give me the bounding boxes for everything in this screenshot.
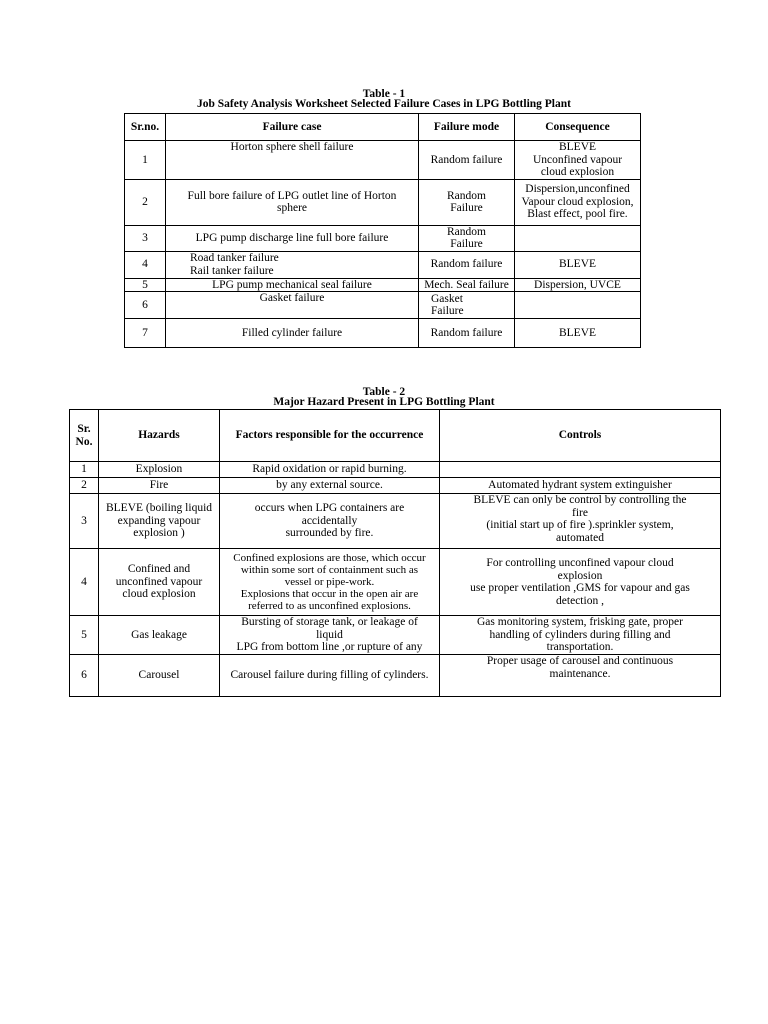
column-header: Failure mode	[419, 114, 515, 141]
consequence-cell: Dispersion, UVCE	[515, 278, 641, 292]
consequence-cell: Dispersion,unconfined Vapour cloud explosion, Blast effect, pool fire.	[515, 179, 641, 225]
failure-mode-cell: Random Failure	[419, 179, 515, 225]
row-number: 1	[125, 141, 166, 180]
column-header: Hazards	[99, 410, 220, 462]
factor-cell: Confined explosions are those, which occur within some sort of containment such as vessel or pipe-work. Explosions that occur in the open air are referred to as unconfined explosions.	[220, 549, 440, 616]
table-row	[125, 319, 641, 348]
table-row	[125, 141, 641, 180]
consequence-cell	[515, 225, 641, 251]
failure-case-cell: LPG pump mechanical seal failure	[166, 278, 419, 292]
column-header: Controls	[440, 410, 721, 462]
column-header: Sr.no.	[125, 114, 166, 141]
column-header: Factors responsible for the occurrence	[220, 410, 440, 462]
control-cell	[440, 462, 721, 478]
factor-cell: occurs when LPG containers are accidentally surrounded by fire.	[220, 494, 440, 549]
failure-case-cell: Horton sphere shell failure	[166, 141, 419, 180]
failure-mode-cell: Random failure	[419, 141, 515, 180]
failure-mode-cell: Random failure	[419, 319, 515, 348]
row-number: 6	[125, 292, 166, 319]
row-number: 4	[125, 251, 166, 278]
row-number: 7	[125, 319, 166, 348]
control-cell: Gas monitoring system, frisking gate, proper handling of cylinders during filling and transportation.	[440, 616, 721, 655]
failure-case-cell: Full bore failure of LPG outlet line of Horton sphere	[166, 179, 419, 225]
hazard-cell: Confined and unconfined vapour cloud explosion	[99, 549, 220, 616]
table1-caption: Job Safety Analysis Worksheet Selected Failure Cases in LPG Bottling Plant	[197, 98, 571, 110]
column-header: Consequence	[515, 114, 641, 141]
failure-mode-cell: Random Failure	[419, 225, 515, 251]
table-row	[70, 462, 721, 478]
factor-cell: Bursting of storage tank, or leakage of liquid LPG from bottom line ,or rupture of any	[220, 616, 440, 655]
row-number: 6	[70, 655, 99, 697]
table-row	[125, 179, 641, 225]
row-number: 4	[70, 549, 99, 616]
table-row	[125, 278, 641, 292]
hazard-cell: Gas leakage	[99, 616, 220, 655]
major-hazards-table	[69, 409, 721, 697]
table-row	[125, 225, 641, 251]
failure-case-cell: LPG pump discharge line full bore failure	[166, 225, 419, 251]
table-header-row	[70, 410, 721, 462]
consequence-cell: BLEVE	[515, 319, 641, 348]
table-row	[70, 549, 721, 616]
table-row	[70, 616, 721, 655]
row-number: 2	[125, 179, 166, 225]
consequence-cell: BLEVE	[515, 251, 641, 278]
row-number: 2	[70, 478, 99, 494]
table-header-row	[125, 114, 641, 141]
table-row	[70, 494, 721, 549]
failure-mode-cell: Gasket Failure	[419, 292, 515, 319]
table-row	[125, 292, 641, 319]
table2-label: Table - 2	[362, 386, 406, 398]
column-header: Sr. No.	[70, 410, 99, 462]
factor-cell: by any external source.	[220, 478, 440, 494]
failure-mode-cell: Mech. Seal failure	[419, 278, 515, 292]
row-number: 3	[125, 225, 166, 251]
factor-cell: Rapid oxidation or rapid burning.	[220, 462, 440, 478]
consequence-cell: BLEVE Unconfined vapour cloud explosion	[515, 141, 641, 180]
failure-case-cell: Road tanker failure Rail tanker failure	[166, 251, 419, 278]
table-row	[70, 655, 721, 697]
failure-case-cell: Filled cylinder failure	[166, 319, 419, 348]
consequence-cell	[515, 292, 641, 319]
factor-cell: Carousel failure during filling of cylinders.	[220, 655, 440, 697]
control-cell: Proper usage of carousel and continuous maintenance.	[440, 655, 721, 697]
failure-cases-table	[124, 113, 641, 348]
table2-caption: Major Hazard Present in LPG Bottling Plant	[273, 396, 495, 408]
failure-mode-cell: Random failure	[419, 251, 515, 278]
table-row	[125, 251, 641, 278]
table1-label: Table - 1	[362, 88, 406, 100]
row-number: 3	[70, 494, 99, 549]
row-number: 1	[70, 462, 99, 478]
hazard-cell: Explosion	[99, 462, 220, 478]
row-number: 5	[70, 616, 99, 655]
hazard-cell: Carousel	[99, 655, 220, 697]
table-row	[70, 478, 721, 494]
control-cell: For controlling unconfined vapour cloud explosion use proper ventilation ,GMS for vapour and gas detection ,	[440, 549, 721, 616]
failure-case-cell: Gasket failure	[166, 292, 419, 319]
hazard-cell: Fire	[99, 478, 220, 494]
column-header: Failure case	[166, 114, 419, 141]
control-cell: BLEVE can only be control by controlling the fire (initial start up of fire ).sprinkler system, automated	[440, 494, 721, 549]
row-number: 5	[125, 278, 166, 292]
hazard-cell: BLEVE (boiling liquid expanding vapour explosion )	[99, 494, 220, 549]
control-cell: Automated hydrant system extinguisher	[440, 478, 721, 494]
